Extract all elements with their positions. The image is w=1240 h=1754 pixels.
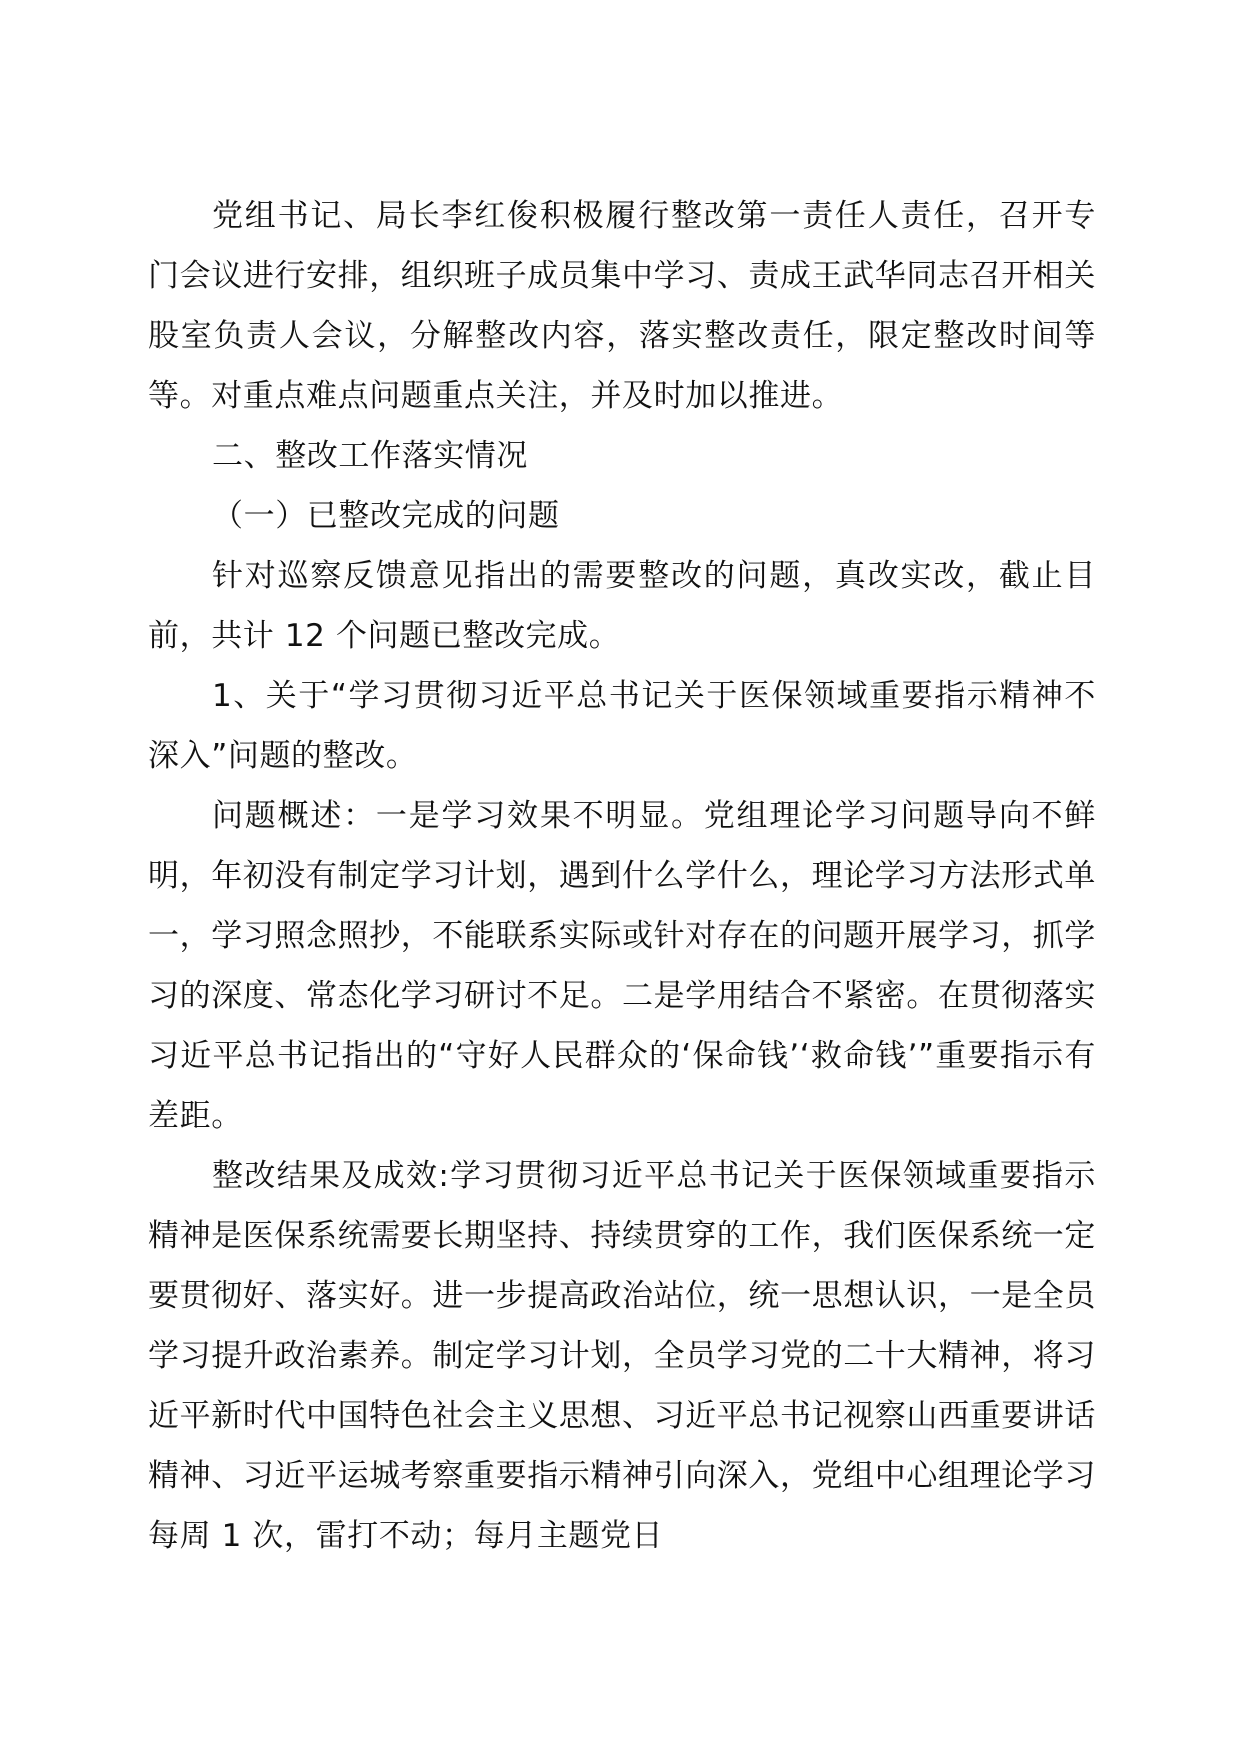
document-body <box>148 186 1096 1566</box>
paragraph-rectification-results: 整改结果及成效:学习贯彻习近平总书记关于医保领域重要指示精神是医保系统需要长期坚持、持续贯穿的工作，我们医保系统一定要贯彻好、落实好。进一步提高政治站位，统一思想认识，一是全员学习提升政治素养。制定学习计划，全员学习党的二十大精神，将习近平新时代中国特色社会主义思想、习近平总书记视察山西重要讲话精神、习近平运城考察重要指示精神引向深入，党组中心组理论学习每周 1 次，雷打不动；每月主题党日 <box>148 1158 1096 1554</box>
section-heading-implementation: 二、整改工作落实情况 <box>212 438 528 474</box>
paragraph-completed-count: 针对巡察反馈意见指出的需要整改的问题，真改实改，截止目前，共计 12 个问题已整改完成。 <box>148 558 1096 654</box>
paragraph-responsibility: 党组书记、局长李红俊积极履行整改第一责任人责任，召开专门会议进行安排，组织班子成员集中学习、责成王武华同志召开相关股室负责人会议，分解整改内容，落实整改责任，限定整改时间等等。对重点难点问题重点关注，并及时加以推进。 <box>148 198 1096 414</box>
paragraph-item-1-title: 1、关于“学习贯彻习近平总书记关于医保领域重要指示精神不深入”问题的整改。 <box>148 678 1096 774</box>
paragraph-problem-summary: 问题概述：一是学习效果不明显。党组理论学习问题导向不鲜明，年初没有制定学习计划，遇到什么学什么，理论学习方法形式单一，学习照念照抄，不能联系实际或针对存在的问题开展学习，抓学习的深度、常态化学习研讨不足。二是学用结合不紧密。在贯彻落实习近平总书记指出的“守好人民群众的‘保命钱’‘救命钱’”重要指示有差距。 <box>148 798 1096 1134</box>
subsection-heading-completed: （一）已整改完成的问题 <box>212 498 560 534</box>
